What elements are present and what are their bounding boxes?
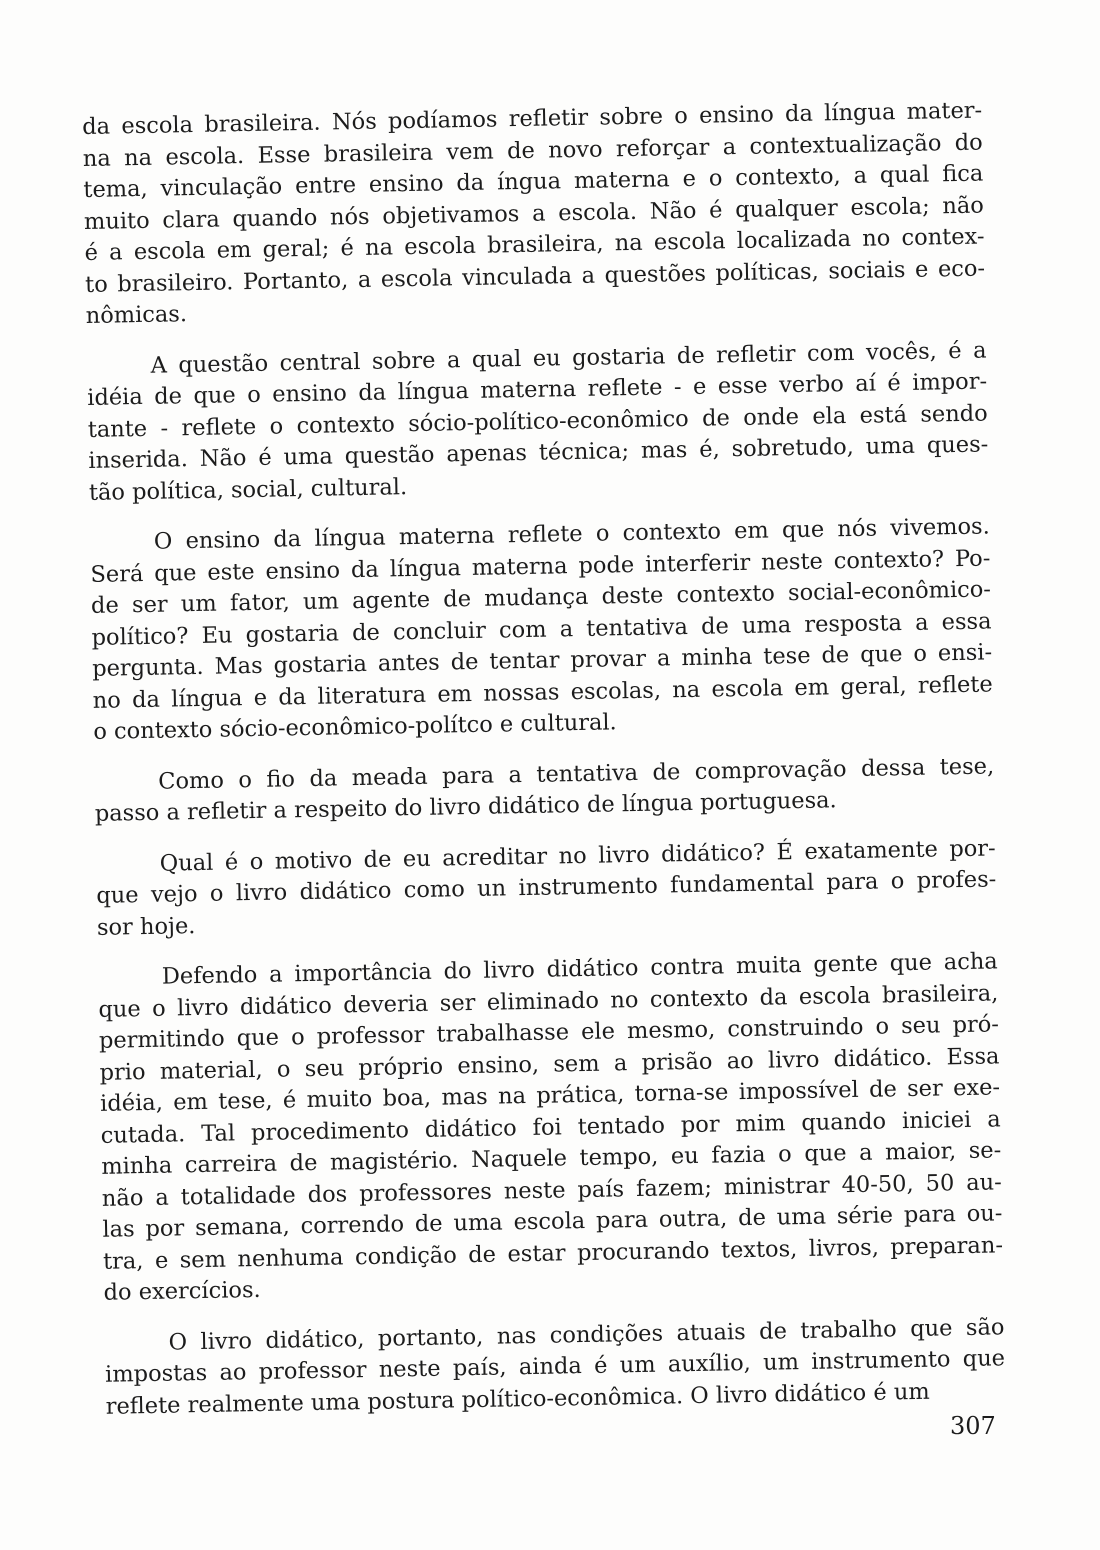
text-line: é a escola em geral; é na escola brasileira, na escola localizada no contex-: [84, 223, 985, 266]
text-line: o contexto sócio-econômico-polítco e cultural.: [93, 709, 617, 745]
paragraph: [90, 511, 994, 748]
text-line: de ser um fator, um agente de mudança deste contexto social-econômico-: [90, 576, 992, 619]
text-line: tante - reflete o contexto sócio-político-econômico de onde ela está sendo: [87, 399, 988, 443]
text-line: to brasileiro. Portanto, a escola vinculada a questões políticas, sociais e eco-: [84, 254, 986, 298]
paragraph: [104, 1312, 1006, 1423]
page-number: 307: [950, 1412, 996, 1440]
paragraph: [98, 946, 1004, 1309]
paragraph: [82, 96, 986, 333]
text-line: tema, vinculação entre ensino da íngua materna e o contexto, a qual fica: [83, 160, 984, 203]
text-line: sor hoje.: [96, 912, 196, 941]
text-line: minha carreira de magistério. Naquele tempo, eu fazia o que a maior, se-: [101, 1137, 1002, 1180]
text-line: tão política, social, cultural.: [88, 473, 408, 506]
text-line: inserida. Não é uma questão apenas técnica; mas é, sobretudo, uma ques-: [88, 431, 989, 474]
text-line: muito clara quando nós objetivamos a escola. Não é qualquer escola; não: [83, 191, 985, 235]
text-line: impostas ao professor neste país, ainda é um auxílio, um instrumento que: [104, 1345, 1006, 1388]
text-line: da escola brasileira. Nós podíamos refletir sobre o ensino da língua mater-: [82, 97, 983, 140]
text-line: prio material, o seu próprio ensino, sem a prisão ao livro didático. Essa: [99, 1042, 1000, 1086]
text-line: que o livro didático deveria ser eliminado no contexto da escola brasileira,: [98, 979, 999, 1023]
text-line: O ensino da língua materna reflete o contexto em que nós vivemos.: [153, 513, 990, 555]
paragraph: [86, 335, 989, 509]
text-line: no da língua e da literatura em nossas escolas, na escola em geral, reflete: [92, 670, 993, 714]
text-line: nômicas.: [85, 301, 188, 329]
text-line: O livro didático, portanto, nas condições atuais de trabalho que são: [168, 1313, 1005, 1356]
text-line: Será que este ensino da língua materna pode interferir neste contexto? Po-: [90, 544, 991, 588]
text-line: Defendo a importância do livro didático contra muita gente que acha: [161, 948, 998, 990]
text-line: permitindo que o professor trabalhasse ele mesmo, construindo o seu pró-: [98, 1011, 1000, 1054]
text-line: na na escola. Esse brasileira vem de novo reforçar a contextualização do: [82, 129, 983, 172]
text-line: político? Eu gostaria de concluir com a tentativa de uma resposta a essa: [91, 607, 992, 651]
text-line: reflete realmente uma postura político-econômica. O livro didático é um: [105, 1378, 930, 1420]
body-text: [82, 96, 1006, 1423]
text-line: do exercícios.: [103, 1276, 261, 1306]
text-line: idéia, em tese, é muito boa, mas na prática, torna-se impossível de ser exe-: [99, 1074, 1001, 1117]
text-line: não a totalidade dos professores neste país fazem; ministrar 40-50, 50 au-: [101, 1168, 1002, 1212]
text-line: tra, e sem nenhuma condição de estar procurando textos, livros, preparan-: [102, 1231, 1004, 1275]
text-line: Como o fio da meada para a tentativa de comprovação dessa tese,: [158, 752, 995, 795]
text-line: las por semana, correndo de uma escola para outra, de uma série para ou-: [102, 1200, 1003, 1243]
text-line: cutada. Tal procedimento didático foi tentado por mim quando iniciei a: [100, 1105, 1001, 1149]
text-line: Qual é o motivo de eu acreditar no livro didático? É exatamente por-: [159, 834, 996, 877]
text-line: pergunta. Mas gostaria antes de tentar provar a minha tese de que o ensi-: [91, 639, 993, 682]
paragraph: [96, 833, 998, 944]
text-line: que vejo o livro didático como un instrumento fundamental para o profes-: [96, 866, 997, 909]
text-line: passo a refletir a respeito do livro didático de língua portuguesa.: [94, 787, 837, 827]
text-line: A questão central sobre a qual eu gostaria de refletir com vocês, é a: [150, 336, 987, 379]
text-line: idéia de que o ensino da língua materna reflete - e esse verbo aí é impor-: [87, 368, 988, 411]
